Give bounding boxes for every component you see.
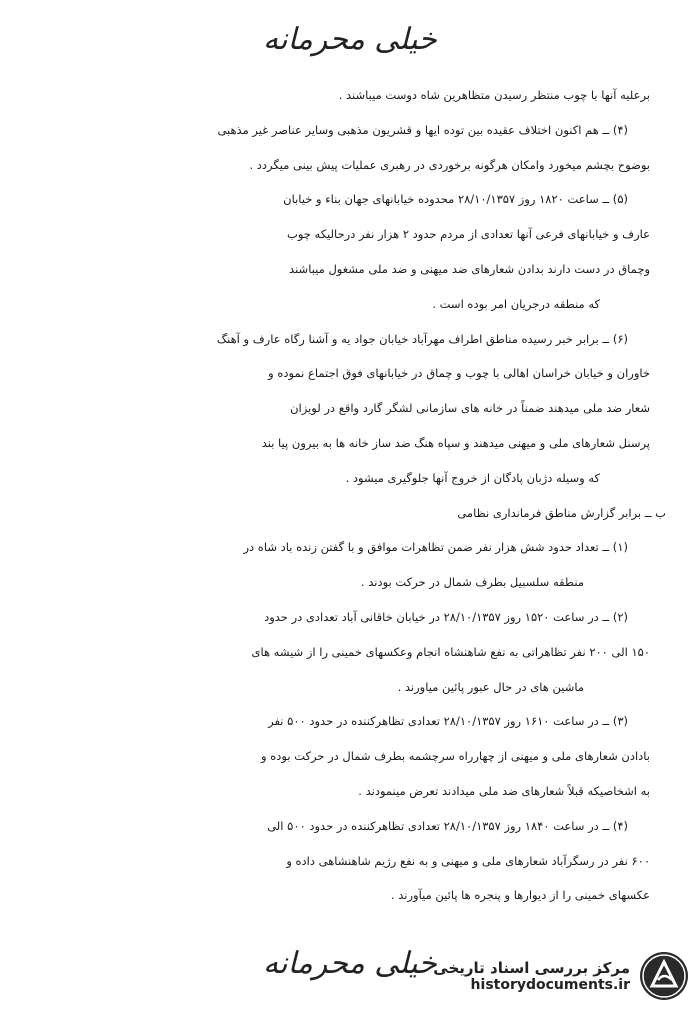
text-line: (۵) ــ ساعت ۱۸۲۰ روز ۲۸/۱۰/۱۳۵۷ محدوده خیابانهای جهان بناء و خیابان: [283, 192, 628, 207]
text-line: (۴) ــ در ساعت ۱۸۴۰ روز ۲۸/۱۰/۱۳۵۷ تعدادی تظاهرکننده در حدود ۵۰۰ الی: [267, 818, 628, 833]
section-heading: ب ــ برابر گزارش مناطق فرمانداری نظامی: [457, 505, 666, 520]
history-documents-logo-icon: [638, 950, 690, 1002]
text-line: بوضوح بچشم میخورد وامکان هرگونه برخوردی در رهبری عملیات پیش بینی میگردد .: [249, 157, 650, 172]
watermark: [433, 950, 690, 1002]
text-line: که منطقه درجریان امر بوده است .: [432, 296, 600, 311]
text-line: منطقه سلسبیل بطرف شمال در حرکت بودند .: [360, 575, 584, 590]
text-line: (۴) ــ هم اکنون اختلاف عقیده بین توده ایها و قشریون مذهبی وسایر عناصر غیر مذهبی: [217, 122, 628, 137]
text-line: (۲) ــ در ساعت ۱۵۲۰ روز ۲۸/۱۰/۱۳۵۷ در خیابان خاقانی آباد تعدادی در حدود: [264, 609, 628, 624]
text-line: ۶۰۰ نفر در رسگرآباد شعارهای ملی و میهنی و به نفع رژیم شاهنشاهی داده و: [286, 853, 650, 868]
watermark-url: historydocuments.ir: [470, 977, 630, 993]
text-line: (۱) ــ تعداد حدود شش هزار نفر ضمن تظاهرات موافق و با گفتن زنده باد شاه در: [243, 540, 628, 555]
text-line: وچماق در دست دارند بدادن شعارهای ضد میهنی و ضد ملی مشغول میباشند: [289, 261, 650, 276]
text-line: ۱۵۰ الی ۲۰۰ نفر تظاهراتی به نفع شاهنشاه انجام وعکسهای خمینی را از شیشه های: [251, 644, 650, 659]
watermark-text: [433, 959, 630, 993]
text-line: برعلیه آنها با چوب منتظر رسیدن متظاهرین شاه دوست میباشند .: [338, 88, 650, 102]
text-line: عکسهای خمینی را از دیوارها و پنجره ها پائین میآورند .: [390, 888, 650, 903]
watermark-name: مرکز بررسی اسناد تاریخی: [433, 959, 630, 977]
text-line: شعار ضد ملی میدهند ضمناً در خانه های سازمانی لشگر گارد واقع در لویزان: [290, 401, 650, 416]
text-line: به اشخاصیکه قبلاً شعارهای ضد ملی میدادند تعرض مینمودند .: [358, 783, 650, 798]
text-line: عارف و خیابانهای فرعی آنها تعدادی از مردم حدود ۲ هزار نفر درحالیکه چوب: [287, 227, 650, 242]
document-body: [60, 78, 666, 913]
text-line: پرسنل شعارهای ملی و میهنی میدهند و سپاه هنگ ضد ساز خانه ها به بیرون پیا بند: [261, 435, 650, 450]
classification-stamp-top: خیلی محرمانه: [263, 22, 437, 57]
text-line: بادادن شعارهای ملی و میهنی از چهارراه سرچشمه بطرف شمال در حرکت بوده و: [261, 749, 650, 764]
text-line: (۳) ــ در ساعت ۱۶۱۰ روز ۲۸/۱۰/۱۳۵۷ تعدادی تظاهرکننده در حدود ۵۰۰ نفر: [268, 714, 628, 729]
text-line: (۶) ــ برابر خبر رسیده مناطق اطراف مهرآباد خیابان جواد یه و آشنا رگاه عارف و آهنگ: [216, 331, 628, 346]
text-line: خاوران و خیابان خراسان اهالی با چوب و چماق در خیابانهای فوق اجتماع نموده و: [268, 366, 650, 381]
text-line: که وسیله دژبان پادگان از خروج آنها جلوگیری میشود .: [345, 470, 600, 485]
text-line: ماشین های در حال عبور پائین میاورند .: [397, 679, 584, 694]
classification-stamp-bottom: خیلی محرمانه: [263, 946, 437, 981]
